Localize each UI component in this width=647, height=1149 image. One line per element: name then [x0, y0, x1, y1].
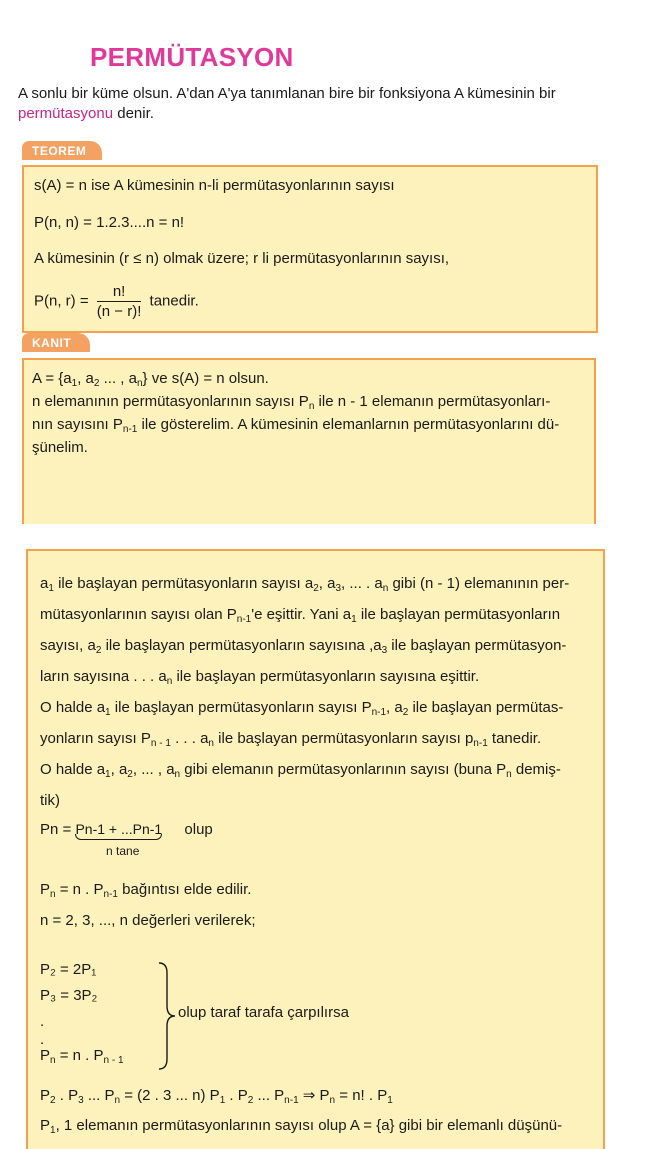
- proof-line-11: $P_2$ . $P_3$ ... $P_n = (2$ . 3 ... n) $P_1$ . $P_2$ ... $P_{n-1}$ ⇒ $P_n = n$! . $P_1$: [40, 1087, 393, 1106]
- right-brace-icon: [156, 961, 178, 1071]
- teorem-tab: TEOREM: [22, 141, 102, 160]
- proof-line-12: $P_1$, 1 elemanın permütasyonlarının sayısı olup A = {a} gibi bir elemanlı düşünü-: [40, 1117, 563, 1136]
- teorem-formula: [34, 283, 199, 320]
- intro-text: A sonlu bir küme olsun. A'dan A'ya tanımlanan bire bir fonksiyona A kümesinin bir: [18, 85, 556, 102]
- underbrace-label: n tane: [106, 844, 140, 858]
- kanit-line-3: nın sayısını $P_{n-1}$ ile gösterelim. A kümesinin elemanlarnın permütasyonlarını dü-: [32, 416, 560, 435]
- page-title: PERMÜTASYON: [90, 42, 294, 72]
- kanit-line-1: $A = \{a_1$, $a_2$ ... , $a_n$} ve s(A) = n olsun.: [32, 370, 269, 389]
- equation-terms: Pn-1 + ...Pn-1: [75, 821, 162, 837]
- proof-line-1: $a_1$ ile başlayan permütasyonların sayısı $a_2$, $a_3$, ... . $a_n$ gibi (n - 1) elemanının per-: [40, 575, 570, 594]
- formula-prefix: P(n, r) =: [34, 292, 89, 310]
- kanit-box: [22, 358, 596, 524]
- teorem-line-3: A kümesinin (r ≤ n) olmak üzere; r li permütasyonlarının sayısı,: [34, 250, 450, 267]
- teorem-box: [22, 165, 598, 333]
- system-dot-2: .: [40, 1031, 45, 1048]
- proof-line-7: O halde $a_1$, $a_2$, ... , $a_n$ gibi elemanın permütasyonlarının sayısı (buna $P_n$ demiş-: [40, 761, 561, 780]
- system-line-1: P₂ = 2P₁: [40, 961, 97, 978]
- underbrace: [75, 834, 162, 840]
- proof-line-4: ların sayısına . . . $a_n$ ile başlayan permütasyonların sayısına eşittir.: [40, 668, 480, 687]
- kanit-line-2: n elemanının permütasyonlarının sayısı $P_n$ ile n - 1 elemanın permütasyonları-: [32, 393, 551, 412]
- equation-rhs: olup: [184, 821, 213, 838]
- teorem-line-1: s(A) = n ise A kümesinin n-li permütasyonlarının sayısı: [34, 177, 395, 194]
- proof-line-6: yonların sayısı $P_{n - 1}$ . . . $a_n$ ile başlayan permütasyonların sayısı $p_{n-1}$ tanedir.: [40, 730, 542, 749]
- intro-paragraph: [18, 84, 618, 124]
- proof-line-9: $P_n = n$ . $P_{n-1}$ bağıntısı elde edilir.: [40, 881, 252, 900]
- kanit-line-4: şünelim.: [32, 439, 88, 456]
- formula-numerator: n!: [97, 283, 142, 302]
- brace-text: olup taraf tarafa çarpılırsa: [178, 1004, 349, 1021]
- formula-suffix: tanedir.: [149, 292, 199, 310]
- equation-lhs: Pn =: [40, 821, 76, 838]
- equation-sum: [40, 821, 213, 838]
- system-line-n: $P_n = n$ . $P_{n - 1}$: [40, 1047, 124, 1066]
- formula-denominator: (n − r)!: [96, 303, 142, 320]
- proof-line-3: sayısı, $a_2$ ile başlayan permütasyonların sayısına $,a_3$ ile başlayan permütasyon-: [40, 637, 567, 656]
- teorem-line-2: P(n, n) = 1.2.3....n = n!: [34, 214, 185, 231]
- proof-line-10: n = 2, 3, ..., n değerleri verilerek;: [40, 912, 256, 929]
- intro-highlight: permütasyonu: [18, 105, 114, 122]
- proof-line-2: mütasyonlarının sayısı olan $P_{n-1}'e$ eşittir. Yani $a_1$ ile başlayan permütasyonların: [40, 606, 561, 625]
- intro-text-end: denir.: [113, 105, 154, 122]
- system-line-2: P₃ = 3P₂: [40, 987, 98, 1004]
- system-dot-1: .: [40, 1013, 45, 1030]
- proof-box: [26, 549, 605, 1149]
- proof-line-5: O halde $a_1$ ile başlayan permütasyonların sayısı $P_{n-1}$, $a_2$ ile başlayan permütas-: [40, 699, 564, 718]
- kanit-tab: KANIT: [22, 333, 90, 352]
- proof-line-8: tik): [40, 792, 60, 809]
- formula-fraction: [97, 283, 142, 320]
